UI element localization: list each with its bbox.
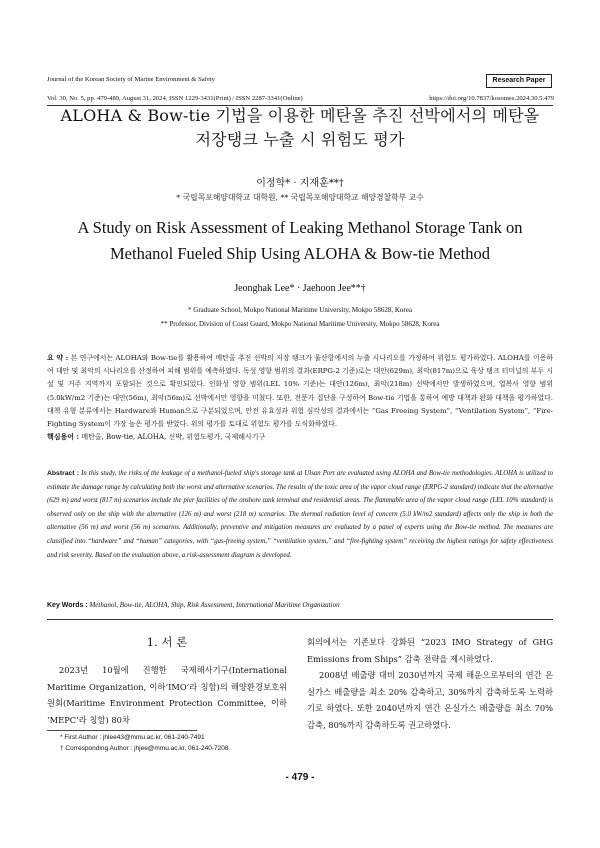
korean-keywords-text: 메탄올, Bow-tie, ALOHA, 선박, 위험도평가, 국제해사기구	[81, 433, 266, 441]
english-affiliation-2: ** Professor, Division of Coast Guard, Mokpo National Maritime University, Mokpo 58628, Korea	[160, 320, 440, 328]
korean-abstract	[47, 352, 553, 431]
research-paper-badge: Research Paper	[486, 74, 552, 88]
english-keywords	[47, 601, 553, 609]
english-keywords-text: Methanol, Bow-tie, ALOHA, Ship, Risk Assessment, International Maritime Organization	[89, 601, 340, 609]
english-abstract	[47, 467, 553, 562]
right-column	[307, 634, 553, 734]
section-heading: 1. 서 론	[146, 635, 188, 649]
english-title-line-2: Methanol Fueled Ship Using ALOHA & Bow-tie Method	[110, 244, 490, 263]
first-author-footnote: * First Author : jhlee43@mmu.ac.kr, 061-240-7491	[60, 734, 205, 741]
abstract-rule	[47, 619, 553, 620]
english-authors: Jeonghak Lee* · Jaehoon Jee**†	[234, 283, 366, 294]
doi-link[interactable]: https://doi.org/10.7837/kosomes.2024.30.5.479	[429, 95, 554, 102]
korean-affiliation: * 국립목포해양대학교 대학원, ** 국립목포해양대학교 해양경찰학부 교수	[176, 193, 424, 202]
korean-authors: 이정학* · 지재훈**†	[256, 178, 344, 189]
intro-paragraph-left: 2023년 10월에 진행한 국제해사기구(International Maritime Organization, 이하‘IMO’라 칭함)의 해양환경보호위원회(Maritime Environment Protection Committee, 이하 ‘MEPC’라 칭함) 80차	[47, 665, 287, 725]
intro-paragraph-right-1: 회의에서는 기존보다 강화된 “2023 IMO Strategy of GHG Emissions from Ships” 감축 전략을 제시하였다.	[307, 637, 553, 664]
english-title-line-1: A Study on Risk Assessment of Leaking Methanol Storage Tank on	[77, 218, 523, 237]
korean-keywords-label: 핵심용어 :	[47, 432, 80, 441]
page-number: - 479 -	[285, 772, 315, 783]
korean-keywords	[47, 432, 553, 442]
korean-abstract-text: 본 연구에서는 ALOHA와 Bow-tie를 활용하여 메탄올 추진 선박의 저장 탱크가 울산항에서의 누출 시나리오를 가정하여 위험도 평가하였다. ALOHA를 이용하여 대안 및 최악의 시나리오를 산정하여 피해 범위를 예측하였다. 독성 영향 범위의 결과(ERPG-2 기준)로는 대안(629m), 최악(817m)으로 육상 탱크 터미널의 부두 시설 및 거주 지역까지 포함되는 것으로 확인되었다. 인화성 영향 범위(LEL 10% 기준)는 대안(126m), 최악(218m) 선박에서만 발생하였으며, 열복사 영향 범위(5.0kW/m2 기준)는 대안(56m), 최악(56m)로 선박에서만 영향을 미쳤다. 또한, 전문가 집단을 구성하여 Bow-tie 기법을 통하여 예방 대책과 완화 대책을 평가하였다. 대책 유형 분류에서는 Hardware와 Human으로 구분되었으며, 안전 유효성과 위험 심각성의 결과에서는 “Gas Freeing System”, “Ventilation System”, “Fire-Fighting System이 가장 높은 평가를 받았다. 위의 평가를 토대로 위험도 평가를 도식화하였다.	[47, 354, 553, 429]
korean-abstract-label: 요 약 :	[47, 354, 69, 362]
korean-title-line-1: ALOHA & Bow-tie 기법을 이용한 메탄올 추진 선박에서의 메탄올	[60, 106, 540, 125]
english-abstract-text: In this study, the risks of the leakage of a methanol-fueled ship's storage tank at Ulsan Port are evaluated using ALOHA and Bow-tie methodologies. ALOHA is utilized to estimate the damage range by calculating both the worst and alternative scenarios. The results of the toxic area of the vapor cloud range (ERPG-2 standard) indicate that the alternative (629 m) and worst (817 m) scenarios include the pier facilities of the onshore tank terminal and residential areas. The flammable area of the vapor cloud range (LEL 10% standard) is observed only on the ship with the alternative (126 m) and worst (218 m) scenarios. The thermal radiation level of concern (5.0 kW/m2 standard) affects only the ship in both the alternative (56 m) and worst (56 m) scenarios. Additionally, preventive and mitigation measures are evaluated by a panel of experts using the Bow-tie method. The measures are classified into “hardware” and “human” categories, with “gas-freeing system,” “ventilation system,” and “fire-fighting system” receiving the highest ratings for safety effectiveness and risk severity. Based on the evaluation above, a risk-assessment diagram is developed.	[47, 470, 553, 559]
english-affiliation-1: * Graduate School, Mokpo National Maritime University, Mokpo 58628, Korea	[188, 306, 412, 314]
left-column	[47, 662, 287, 728]
volume-info: Vol. 30, No. 5, pp. 479-489, August 31, 2024, ISSN 1229-3431(Print) / ISSN 2287-3341(Online)	[47, 95, 303, 102]
intro-paragraph-right-2: 2008년 배출량 대비 2030년까지 국제 해운으로부터의 연간 온실가스 배출량을 최소 20% 감축하고, 30%까지 감축하도록 노력하기로 하였다. 또한 2040년까지 연간 온실가스 배출량을 최소 70% 감축, 80%까지 감축하도록 권고하였다.	[307, 670, 553, 730]
english-abstract-label: Abstract :	[47, 470, 80, 477]
english-keywords-label: Key Words :	[47, 602, 88, 609]
journal-name: Journal of the Korean Society of Marine Environment & Safety	[47, 76, 215, 83]
footnote-rule	[47, 730, 197, 731]
corresponding-author-footnote: † Corresponding Author : jhjee@mmu.ac.kr, 061-240-7208	[60, 745, 229, 752]
korean-title-line-2: 저장탱크 누출 시 위험도 평가	[195, 130, 405, 149]
